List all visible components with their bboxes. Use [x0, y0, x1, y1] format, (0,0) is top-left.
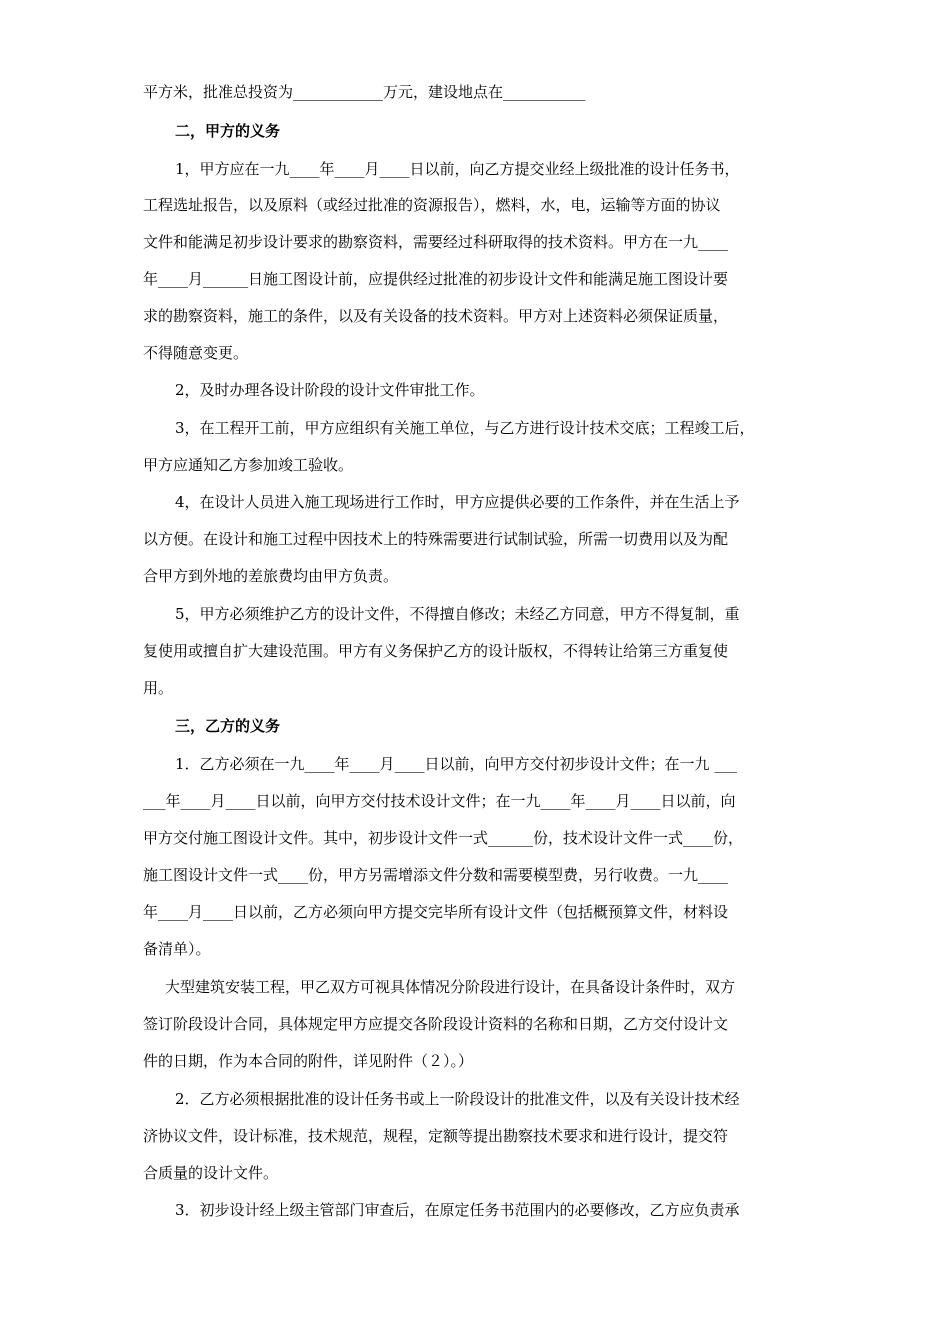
text-line: 合质量的设计文件。 — [143, 1164, 279, 1182]
text-line: 2．乙方必须根据批准的设计任务书或上一阶段设计的批准文件，以及有关设计技术经 — [175, 1090, 740, 1108]
text-line: 件的日期，作为本合同的附件，详见附件（２）。） — [143, 1052, 474, 1070]
text-line: 济协议文件，设计标准，技术规范，规程，定额等提出勘察技术要求和进行设计，提交符 — [143, 1127, 729, 1145]
text-line: 用。 — [143, 679, 174, 697]
section-heading: 二，甲方的义务 — [175, 122, 281, 140]
text-line: 3．初步设计经上级主管部门审查后，在原定任务书范围内的必要修改，乙方应负责承 — [175, 1201, 740, 1219]
text-line: 以方便。在设计和施工过程中因技术上的特殊需要进行试制试验，所需一切费用以及为配 — [143, 530, 729, 548]
text-line: 求的勘察资料，施工的条件，以及有关设备的技术资料。甲方对上述资料必须保证质量， — [143, 307, 729, 325]
text-line: 施工图设计文件一式____份，甲方另需增添文件分数和需要模型费，另行收费。一九____ — [143, 866, 729, 884]
text-line: 合甲方到外地的差旅费均由甲方负责。 — [143, 567, 399, 585]
section-heading: 三，乙方的义务 — [175, 717, 281, 735]
text-line: 5，甲方必须维护乙方的设计文件，不得擅自修改；未经乙方同意，甲方不得复制，重 — [175, 605, 740, 623]
text-line: 1，甲方应在一九____年____月____日以前，向乙方提交业经上级批准的设计任务书， — [175, 160, 740, 178]
text-line: 4，在设计人员进入施工现场进行工作时，甲方应提供必要的工作条件，并在生活上予 — [175, 493, 740, 511]
text-line: 复使用或擅自扩大建设范围。甲方有义务保护乙方的设计版权，不得转让给第三方重复使 — [143, 642, 729, 660]
text-line: 年____月____日以前，乙方必须向甲方提交完毕所有设计文件（包括概预算文件，材料设 — [143, 903, 729, 921]
text-line: 备清单）。 — [143, 940, 211, 958]
text-line: ___年____月____日以前，向甲方交付技术设计文件；在一九____年____月____日以前，向 — [143, 792, 736, 810]
text-line: 工程选址报告，以及原料（或经过批准的资源报告），燃料，水，电，运输等方面的协议 — [143, 196, 721, 214]
text-line: 不得随意变更。 — [143, 344, 249, 362]
text-line: 甲方交付施工图设计文件。其中，初步设计文件一式______份，技术设计文件一式____份， — [143, 829, 744, 847]
text-line: 1．乙方必须在一九____年____月____日以前，向甲方交付初步设计文件；在一九 ___ — [175, 755, 737, 773]
text-line: 文件和能满足初步设计要求的勘察资料，需要经过科研取得的技术资料。甲方在一九____ — [143, 233, 729, 251]
text-line: 大型建筑安装工程，甲乙双方可视具体情况分阶段进行设计，在具备设计条件时，双方 — [165, 978, 736, 996]
text-line: 3，在工程开工前，甲方应组织有关施工单位，与乙方进行设计技术交底；工程竣工后， — [175, 419, 755, 437]
text-line: 平方米，批准总投资为____________万元，建设地点在___________ — [143, 83, 586, 101]
text-line: 2，及时办理各设计阶段的设计文件审批工作。 — [175, 381, 485, 399]
text-line: 甲方应通知乙方参加竣工验收。 — [143, 456, 354, 474]
text-line: 年____月______日施工图设计前，应提供经过批准的初步设计文件和能满足施工图设计要 — [143, 270, 729, 288]
text-line: 签订阶段设计合同，具体规定甲方应提交各阶段设计资料的名称和日期，乙方交付设计文 — [143, 1015, 729, 1033]
